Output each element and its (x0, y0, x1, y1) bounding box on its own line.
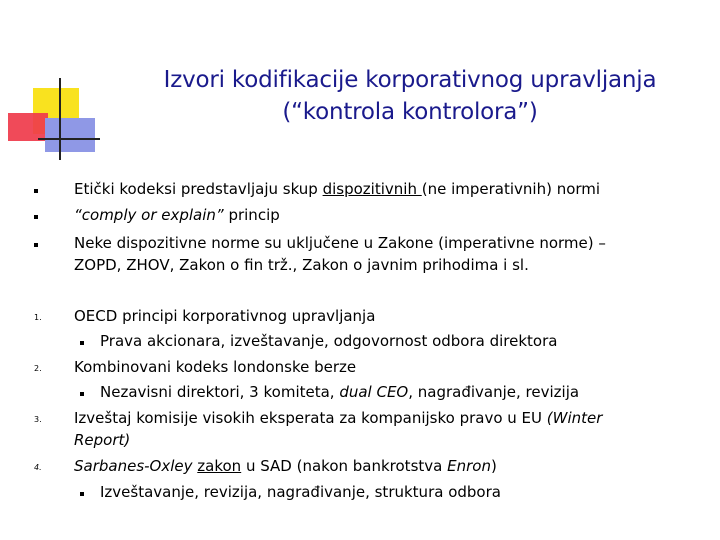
bullet-marker (34, 243, 38, 247)
sub-bullet-marker (80, 492, 84, 496)
bullet-text-continuation: ZOPD, ZHOV, Zakon o fin trž., Zakon o javnim prihodima i sl. (74, 256, 529, 274)
numbered-text-italic: (Winter (546, 409, 603, 427)
numbered-text: OECD principi korporativnog upravljanja (74, 307, 376, 325)
sub-bullet-text: , nagrađivanje, revizija (408, 383, 580, 401)
bullet-text: Etički kodeksi predstavljaju skup (74, 180, 323, 198)
bullet-text: Neke dispozitivne norme su uključene u Zakone (imperativne norme) – (74, 234, 606, 252)
numbered-text: Kombinovani kodeks londonske berze (74, 358, 357, 376)
bullet-text: (ne imperativnih) normi (421, 180, 601, 198)
bullet-text-italic: “comply or explain” (74, 206, 224, 224)
decor-blue-square (45, 118, 95, 152)
numbered-text-italic: Sarbanes-Oxley (74, 457, 198, 475)
numbered-text: ) (490, 457, 497, 475)
numbered-text-continuation: Report) (74, 431, 131, 449)
bullet-text-underlined: dispozitivnih (322, 180, 422, 198)
number-marker: 1. (34, 313, 42, 322)
bullet-marker (34, 189, 38, 193)
title-line-1: Izvori kodifikacije korporativnog upravljanja (163, 67, 657, 93)
bullet-text: princip (223, 206, 280, 224)
numbered-text: Izveštaj komisije visokih eksperata za kompanijsko pravo u EU (74, 409, 547, 427)
decor-vertical-line (59, 78, 61, 160)
sub-bullet-text: Izveštavanje, revizija, nagrađivanje, struktura odbora (100, 483, 501, 501)
number-marker: 2. (34, 364, 42, 373)
number-marker: 4. (34, 463, 42, 472)
decor-red-square (8, 113, 48, 141)
slide-title (110, 64, 710, 128)
title-line-2: (“kontrola kontrolora”) (282, 99, 538, 125)
sub-bullet-marker (80, 392, 84, 396)
sub-bullet-text: Nezavisni direktori, 3 komiteta, (100, 383, 340, 401)
sub-bullet-marker (80, 341, 84, 345)
sub-bullet-text-italic: dual CEO (339, 383, 409, 401)
sub-bullet-text: Prava akcionara, izveštavanje, odgovornost odbora direktora (100, 332, 558, 350)
numbered-text-underlined: zakon (197, 457, 242, 475)
number-marker: 3. (34, 415, 42, 424)
numbered-text: u SAD (nakon bankrotstva (241, 457, 448, 475)
decor-horizontal-line (38, 138, 100, 140)
bullet-marker (34, 215, 38, 219)
numbered-text-italic: Enron (447, 457, 491, 475)
